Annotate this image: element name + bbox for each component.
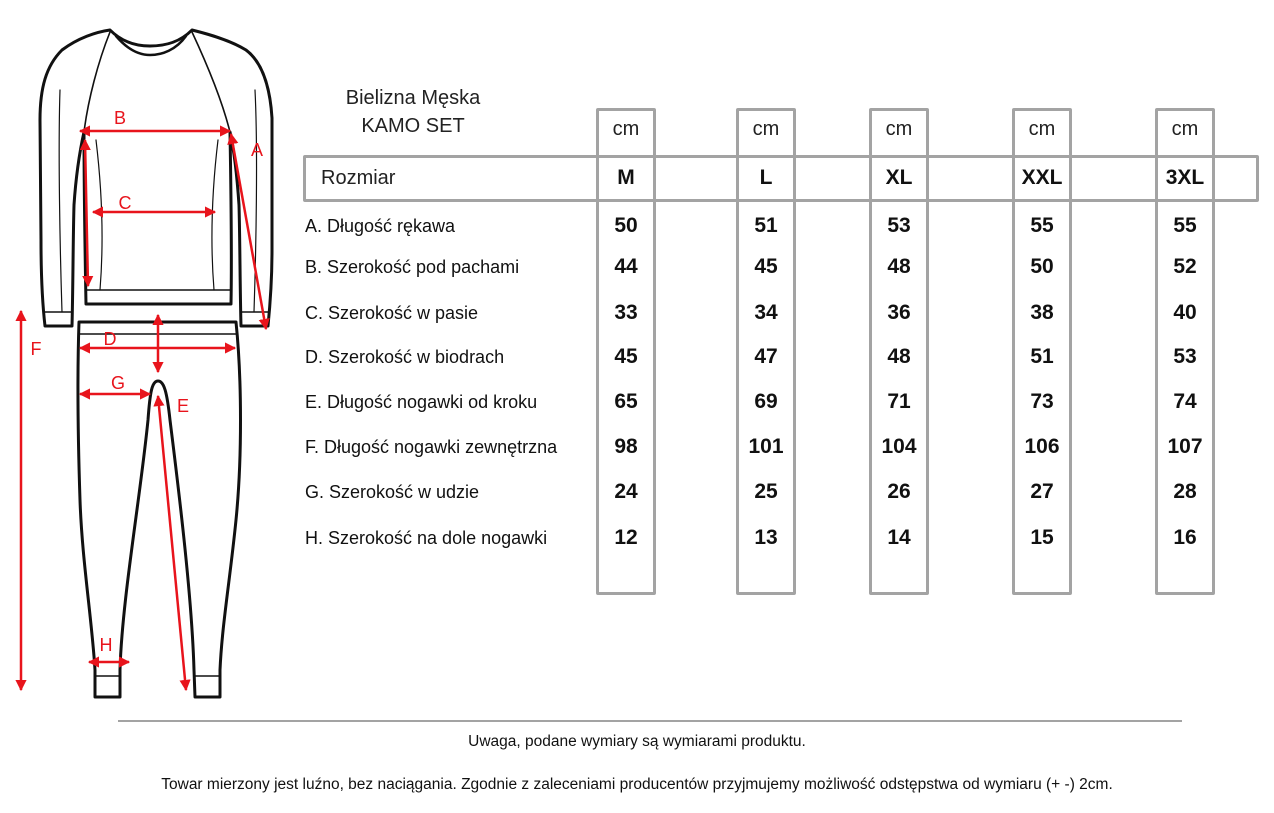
table-cell: 38 [1030,301,1054,324]
figure-label-g: G [110,373,126,393]
size-label-l: L [759,166,773,189]
table-cell: 104 [881,435,917,458]
row-label: E. Długość nogawki od kroku [305,392,538,412]
row-label: H. Szerokość na dole nogawki [305,528,548,548]
table-cell: 98 [614,435,638,458]
table-cell: 26 [887,480,911,503]
table-cell: 40 [1173,301,1197,324]
table-cell: 47 [754,345,778,368]
row-label: G. Szerokość w udzie [305,482,480,502]
table-cell: 36 [887,301,911,324]
table-cell: 55 [1173,214,1197,237]
table-cell: 50 [614,214,638,237]
table-cell: 53 [887,214,911,237]
table-row [0,431,1274,463]
table-cell: 27 [1030,480,1054,503]
unit-label: cm [612,118,640,140]
table-cell: 52 [1173,255,1197,278]
table-cell: 28 [1173,480,1197,503]
table-cell: 44 [614,255,638,278]
note-tolerance: Towar mierzony jest luźno, bez naciągania. Zgodnie z zaleceniami producentów przyjmujemy możliwość odstępstwa od wymiaru (+ -) 2cm. [161,776,1113,793]
note-disclaimer: Uwaga, podane wymiary są wymiarami produktu. [468,733,806,750]
table-cell: 74 [1173,390,1197,413]
table-cell: 48 [887,255,911,278]
table-row [0,341,1274,373]
size-label-m: M [617,166,635,189]
size-label-xxl: XXL [1021,166,1063,189]
table-cell: 12 [614,526,638,549]
figure-label-b: B [113,108,127,128]
unit-label: cm [885,118,913,140]
footer-divider [118,720,1182,722]
table-cell: 15 [1030,526,1054,549]
table-cell: 48 [887,345,911,368]
table-cell: 65 [614,390,638,413]
table-cell: 55 [1030,214,1054,237]
table-cell: 107 [1167,435,1203,458]
table-cell: 34 [754,301,778,324]
figure-label-f: F [30,339,42,359]
product-subtitle: KAMO SET [361,115,465,137]
table-cell: 106 [1024,435,1060,458]
product-title: Bielizna Męska [345,87,481,109]
table-row [0,251,1274,283]
table-row [0,386,1274,418]
table-cell: 73 [1030,390,1054,413]
table-cell: 53 [1173,345,1197,368]
table-cell: 71 [887,390,911,413]
table-cell: 51 [1030,345,1054,368]
table-cell: 25 [754,480,778,503]
table-cell: 45 [614,345,638,368]
figure-label-c: C [118,193,132,213]
table-cell: 13 [754,526,778,549]
table-cell: 45 [754,255,778,278]
table-row [0,297,1274,329]
unit-label: cm [752,118,780,140]
unit-label: cm [1171,118,1199,140]
table-cell: 16 [1173,526,1197,549]
size-label-xl: XL [885,166,913,189]
unit-label: cm [1028,118,1056,140]
figure-label-e: E [176,396,190,416]
figure-label-a: A [250,140,264,160]
row-label: B. Szerokość pod pachami [305,257,520,277]
table-cell: 24 [614,480,638,503]
table-row [0,476,1274,508]
table-cell: 101 [748,435,784,458]
figure-label-h: H [99,635,113,655]
table-cell: 50 [1030,255,1054,278]
row-label: F. Długość nogawki zewnętrzna [305,437,558,457]
size-label-3xl: 3XL [1165,166,1205,189]
table-row [0,522,1274,554]
row-label: A. Długość rękawa [305,216,456,236]
table-cell: 33 [614,301,638,324]
table-cell: 14 [887,526,911,549]
table-cell: 51 [754,214,778,237]
table-cell: 69 [754,390,778,413]
table-row [0,210,1274,242]
size-header-label: Rozmiar [321,167,396,189]
figure-label-d: D [103,329,117,349]
row-label: C. Szerokość w pasie [305,303,479,323]
row-label: D. Szerokość w biodrach [305,347,505,367]
